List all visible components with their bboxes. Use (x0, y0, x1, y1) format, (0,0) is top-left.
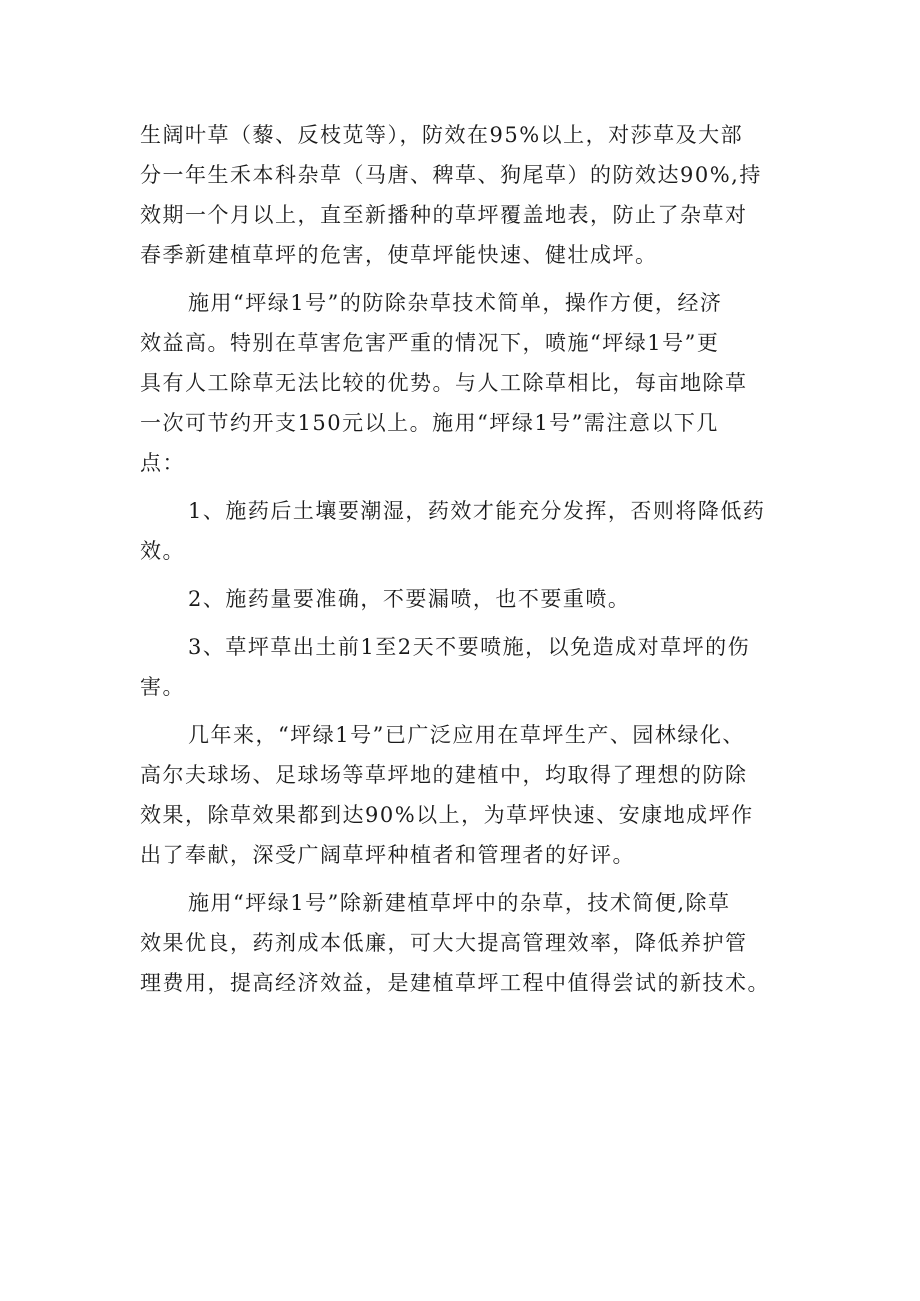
text-line: 点： (140, 451, 185, 475)
paragraph (140, 883, 790, 1003)
paragraph-gap (140, 707, 790, 715)
text-line: 效期一个月以上，直至新播种的草坪覆盖地表，防止了杂草对 (140, 203, 748, 227)
text-line: 3、草坪草出土前1至2天不要喷施，以免造成对草坪的伤 (188, 635, 751, 659)
document-body (140, 115, 790, 1003)
paragraph-gap (140, 619, 790, 627)
text-line: 害。 (140, 675, 185, 699)
list-item (140, 627, 790, 707)
text-line: 2、施药量要准确，不要漏喷，也不要重喷。 (188, 587, 631, 611)
text-line: 施用“坪绿1号”的防除杂草技术简单，操作方便，经济 (188, 291, 723, 315)
text-line: 理费用，提高经济效益，是建植草坪工程中值得尝试的新技术。 (140, 971, 770, 995)
paragraph-gap (140, 275, 790, 283)
text-line: 生阔叶草（藜、反枝苋等），防效在95%以上，对莎草及大部 (140, 123, 744, 147)
paragraph-gap (140, 571, 790, 579)
text-line: 施用“坪绿1号”除新建植草坪中的杂草，技术简便,除草 (188, 891, 731, 915)
text-line: 具有人工除草无法比较的优势。与人工除草相比，每亩地除草 (140, 371, 748, 395)
text-line: 一次可节约开支150元以上。施用“坪绿1号”需注意以下几 (140, 411, 719, 435)
list-item (140, 491, 790, 571)
text-line: 效益高。特别在草害危害严重的情况下，喷施“坪绿1号”更 (140, 331, 720, 355)
paragraph (140, 715, 790, 875)
text-line: 春季新建植草坪的危害，使草坪能快速、健壮成坪。 (140, 243, 658, 267)
text-line: 1、施药后土壤要潮湿，药效才能充分发挥，否则将降低药 (188, 499, 766, 523)
text-line: 高尔夫球场、足球场等草坪地的建植中，均取得了理想的防除 (140, 763, 748, 787)
text-line: 出了奉献，深受广阔草坪种植者和管理者的好评。 (140, 843, 635, 867)
list-item (140, 579, 790, 619)
text-line: 效果，除草效果都到达90%以上，为草坪快速、安康地成坪作 (140, 803, 754, 827)
text-line: 分一年生禾本科杂草（马唐、稗草、狗尾草）的防效达90%,持 (140, 163, 762, 187)
paragraph (140, 115, 790, 275)
paragraph (140, 283, 790, 483)
paragraph-gap (140, 483, 790, 491)
text-line: 几年来，“坪绿1号”已广泛应用在草坪生产、园林绿化、 (188, 723, 745, 747)
text-line: 效果优良，药剂成本低廉，可大大提高管理效率，降低养护管 (140, 931, 748, 955)
paragraph-gap (140, 875, 790, 883)
text-line: 效。 (140, 539, 185, 563)
